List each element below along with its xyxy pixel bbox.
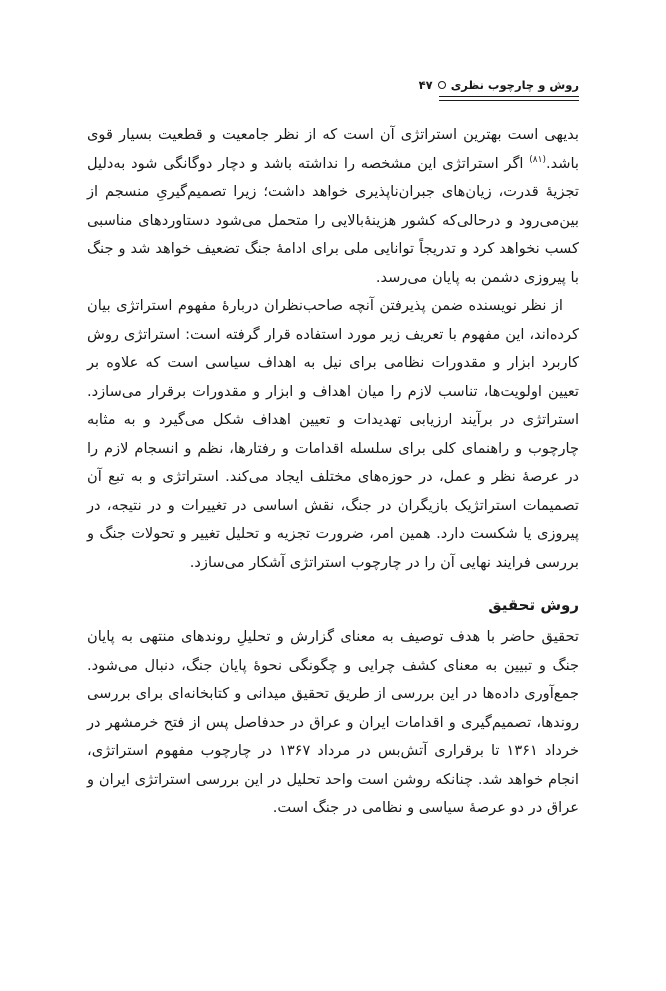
circle-separator-icon bbox=[438, 81, 446, 89]
paragraph-1 bbox=[87, 121, 579, 292]
section-heading: روش تحقیق bbox=[488, 596, 579, 614]
header-title: روش و چارچوب نظری bbox=[450, 78, 579, 92]
footnote-marker: (۸۱) bbox=[529, 154, 546, 165]
header-rule-top bbox=[439, 96, 579, 97]
header-line bbox=[419, 76, 579, 94]
section-paragraph: تحقیق حاضر با هدف توصیف به معنای گزارش و تحلیلِ روندهای منتهی به پایان جنگ و تبیین به معنای کشف چرایی و چگونگی نحوهٔ پایان جنگ، دنبال می‌شود. جمع‌آوری داده‌ها در این بررسی از طریق تحقیق میدانی و کتابخانه‌ای برای بررسی روندها، تصمیم‌گیری و اقدامات ایران و عراق در حدفاصل پس از فتح خرمشهر در خرداد ۱۳۶۱ تا برقراری آتش‌بس در مرداد ۱۳۶۷ در چارچوب مفهوم استراتژی، انجام خواهد شد. چنانکه روشن است واحد تحلیل در این بررسی استراتژی ایران و عراق در دو عرصهٔ سیاسی و نظامی در جنگ است. bbox=[87, 628, 580, 816]
paragraph-1-rest: اگر استراتژی این مشخصه را نداشته باشد و دچار دوگانگی شود به‌دلیل تجزیهٔ قدرت، زیان‌های جبران‌ناپذیری خواهد داشت؛ زیرا تصمیم‌گیریِ منسجم از بین‌می‌رود و درحالی‌که کشور هزینهٔ‌بالایی را متحمل می‌شود دستاوردهای مناسبی کسب نخواهد کرد و تدریجاً توانایی ملی برای ادامهٔ جنگ تضعیف خواهد شد و جنگ با پیروزی دشمن به پایان می‌رسد. bbox=[87, 154, 579, 286]
running-header bbox=[418, 76, 579, 104]
body-text bbox=[87, 121, 579, 823]
page-number: ۴۷ bbox=[418, 78, 433, 92]
header-rule-bottom bbox=[439, 100, 579, 101]
paragraph-1-start: بدیهی است بهترین استراتژی آن است که از نظر جامعیت و قطعیت بسیار قوی باشد. bbox=[87, 126, 579, 172]
paragraph-2: از نظر نویسنده ضمن پذیرفتن آنچه صاحب‌نظران دربارهٔ مفهوم استراتژی بیان کرده‌اند، این مفهوم با تعریف زیر مورد استفاده قرار گرفته است: استراتژی روش کاربرد ابزار و مقدورات نظامی برای نیل به اهداف سیاسی است که علاوه بر تعیین اولویت‌ها، تناسب لازم را میان اهداف و ابزار و مقدورات برقرار می‌سازد. استراتژی در برآیند ارزیابی تهدیدات و تعیین اهداف شکل می‌گیرد و به مثابه چارچوب و راهنمای کلی برای سلسله اقدامات و رفتارها، نظم و انسجام لازم را در عرصهٔ نظر و عمل، در حوزه‌های مختلف ایجاد می‌کند. استراتژی و به تبع آن تصمیمات استراتژیک بازیگران در جنگ، نقش اساسی در تغییرات و در نتیجه، در پیروزی یا شکست دارد. همین امر، ضرورت تجزیه و تحلیل تغییر و تحولات جنگ و بررسی فرایند نهایی آن را در چارچوب استراتژی آشکار می‌سازد. bbox=[87, 297, 579, 571]
